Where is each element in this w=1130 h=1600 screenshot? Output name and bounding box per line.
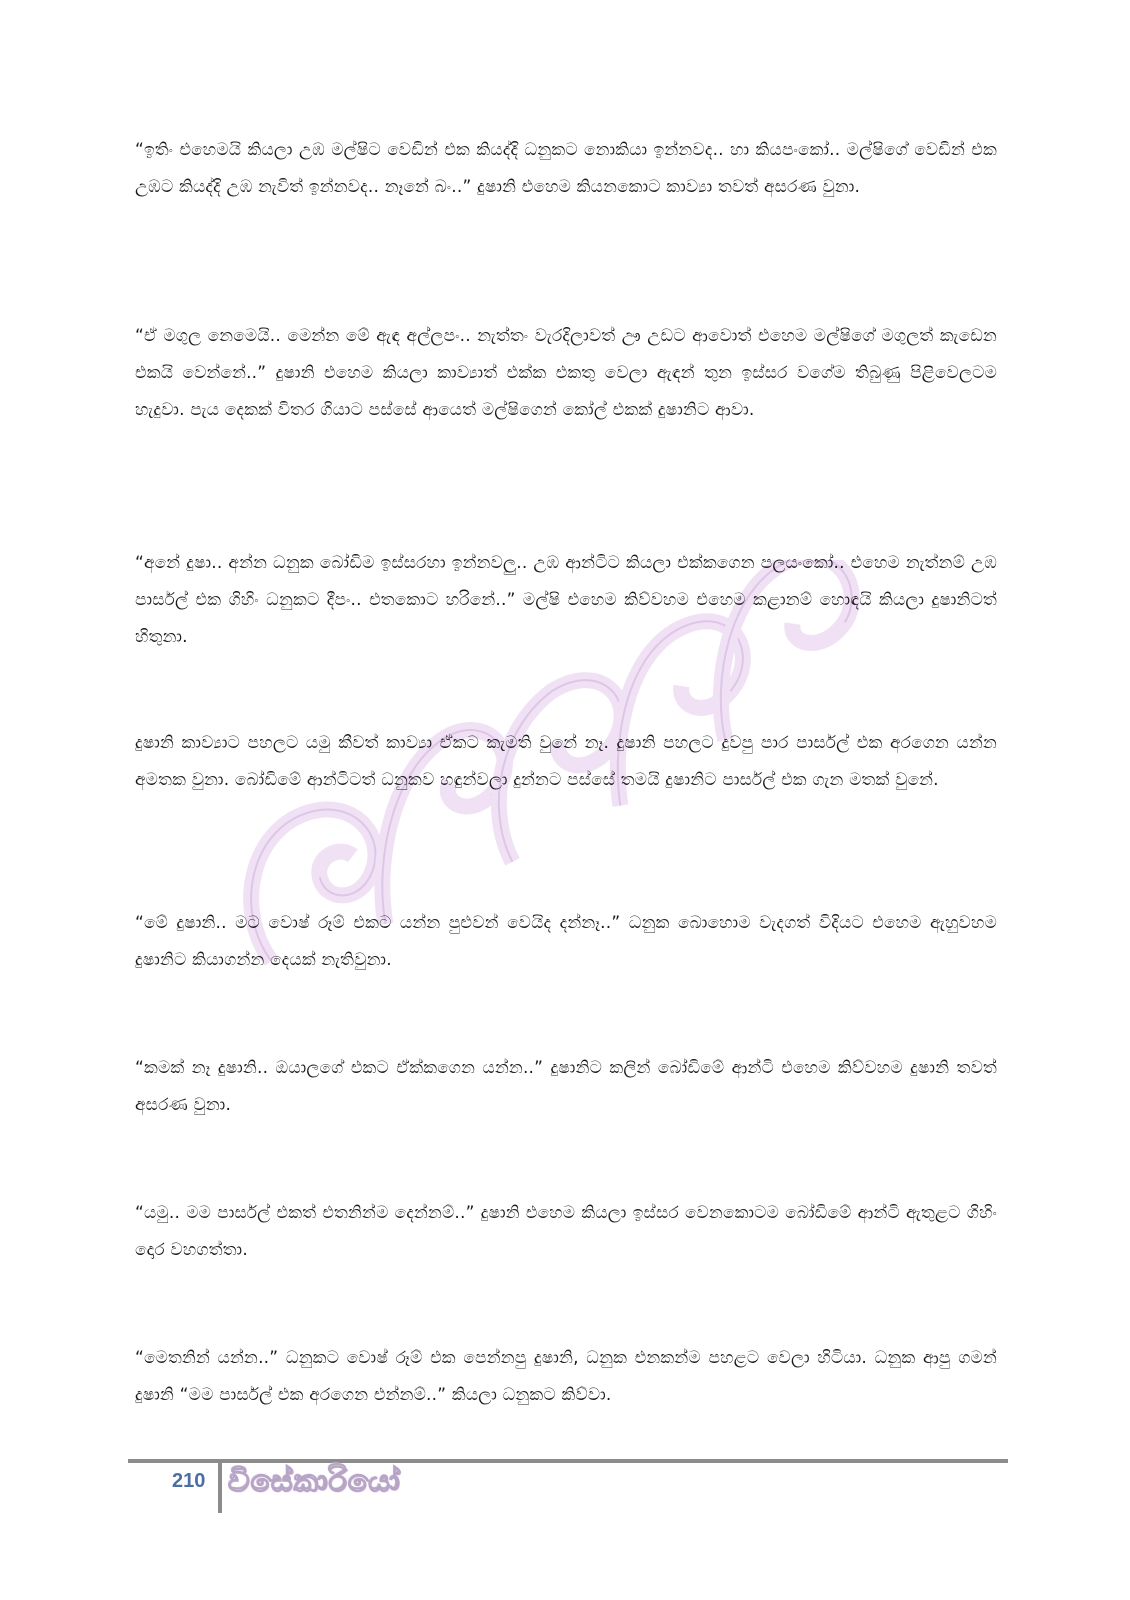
footer-divider [218,1463,222,1513]
book-title: විසේකාරියෝ [228,1464,401,1499]
paragraph: “ඉතිං එහෙමයි කියලා උඹ මල්ෂිට වෙඩින් එක කියද්දි ධනුකට නොකියා ඉන්නවද.. හා කියපංකෝ.. මල්ෂිගේ වෙඩින් එක උඹට කියද්දි උඹ නැවිත් ඉන්නවද.. නෑනේ බං..” දුෂානි එහෙම කියනකොට කාව්‍යා තවත් අසරණ වුනා. [135,140,997,197]
paragraph: “යමු.. මම පාර්සල් එකත් එතනින්ම දෙන්නම්..” දුෂානි එහෙම කියලා ඉස්සර වෙනකොටම බෝඩිමේ ආන්ටි ඇතුළට ගිහිං දොර වහගත්තා. [135,1203,997,1260]
footer-rule [128,1459,1008,1463]
paragraph: “මේ දුෂානි.. මට වොෂ් රූම් එකට යන්න පුළුවන් වෙයිද දන්නෑ..” ධනුක බොහොම වැදගත් විදියට එහෙම ඇහුවහම දුෂානිට කියාගන්න දෙයක් නැතිවුනා. [135,913,997,970]
paragraph: “අනේ දුෂා.. අන්න ධනුක බෝඩිම ඉස්සරහා ඉන්නවලු.. උඹ ආන්ටිට කියලා එක්කගෙන පලයංකෝ.. එහෙම නැත්නම් උඹ පාර්සල් එක ගිහිං ධනුකට දීපං.. එතකොට හරිනේ..” මල්ෂි එහෙම කිව්වහම එහෙම කළානම් හොඳයි කියලා දුෂානිටත් හිතුනා. [135,553,997,647]
paragraph: දුෂානි කාව්‍යාට පහලට යමු කීවත් කාව්‍යා ඒකට කැමති වුනේ නෑ. දුෂානි පහලට දුවපු පාර පාර්සල් එක අරගෙන යන්න අමතක වුනා. බෝඩිමේ ආන්ටිටත් ධනුකව හඳුන්වලා දුන්නට පස්සේ තමයි දුෂානිට පාර්සල් එක ගැන මතක් වුනේ. [135,733,997,790]
paragraph: “කමක් නෑ දුෂානි.. ඔයාලගේ එකට ඒක්කගෙන යන්න..” දුෂානිට කලින් බෝඩිමේ ආන්ටි එහෙම කිව්වහම දුෂානි තවත් අසරණ වුනා. [135,1058,997,1115]
paragraph: “මෙතනින් යන්න..” ධනුකට වොෂ් රූම් එක පෙන්නපු දුෂානි, ධනුක එනකන්ම පහළට වෙලා හිටියා. ධනුක ආපු ගමන් දුෂානි “මම පාර්සල් එක අරගෙන එන්නම්..” කියලා ධනුකට කිව්වා. [135,1348,997,1405]
page-number: 210 [172,1470,206,1492]
paragraph: “ඒ මගුල නෙමෙයි.. මෙන්න මේ ඇඳ අල්ලපං.. නැත්තං වැරදිලාවත් ඌ උඩට ආවොත් එහෙම මල්ෂිගේ මගුලත් කැඩෙන එකයි වෙන්නේ..” දුෂානි එහෙම කියලා කාව්‍යාත් එක්ක එකතු වෙලා ඇඳන් තුන ඉස්සර වගේම තිබුණු පිළිවෙලටම හැදුවා. පැය දෙකක් විතර ගියාට පස්සේ ආයෙත් මල්ෂිගෙන් කෝල් එකක් දුෂානිට ආවා. [135,326,997,420]
